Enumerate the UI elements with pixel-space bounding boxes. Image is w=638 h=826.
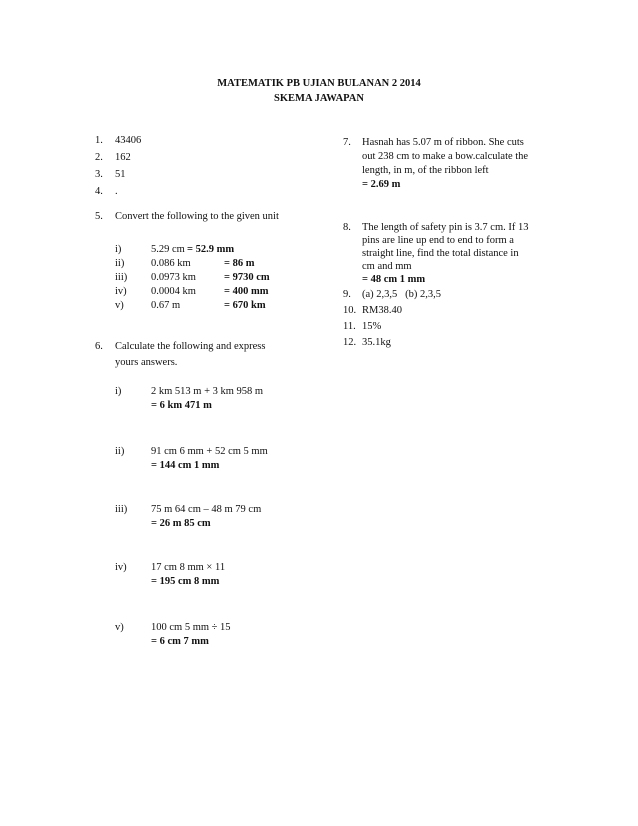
question-text: Hasnah has 5.07 m of ribbon. She cuts [362, 137, 524, 148]
answer-number: 4. [95, 186, 103, 197]
item-expression: 17 cm 8 mm × 11 [151, 562, 226, 573]
item-answer: = 9730 cm [224, 272, 270, 283]
answer-text: 51 [115, 169, 126, 180]
answer-text: RM38.40 [362, 305, 402, 316]
item-answer: = 26 m 85 cm [151, 518, 211, 529]
question-answer: = 48 cm 1 mm [362, 274, 426, 285]
item-answer: = 52.9 mm [187, 244, 235, 255]
item-expression: 2 km 513 m + 3 km 958 m [151, 386, 264, 397]
answer-number: 3. [95, 169, 103, 180]
item-answer: = 400 mm [224, 286, 269, 297]
answer-text: 35.1kg [362, 337, 391, 348]
answer-number: 1. [95, 135, 103, 146]
answer-number: 12. [343, 337, 357, 348]
question-text: straight line, find the total distance in [362, 248, 519, 259]
item-expression: 100 cm 5 mm ÷ 15 [151, 622, 231, 633]
page-subtitle: SKEMA JAWAPAN [274, 93, 364, 104]
item-answer: = 86 m [224, 258, 255, 269]
answer-number: 10. [343, 305, 357, 316]
item-answer: = 6 cm 7 mm [151, 636, 209, 647]
question-answer: = 2.69 m [362, 179, 401, 190]
answer-text: 15% [362, 321, 382, 332]
item-value: 0.086 km [151, 258, 191, 269]
answer-number: 11. [343, 321, 356, 332]
item-label: i) [115, 386, 122, 397]
item-label: iii) [115, 272, 128, 283]
item-label: i) [115, 244, 122, 255]
answer-text: 162 [115, 152, 131, 163]
item-label: ii) [115, 446, 125, 457]
item-answer: = 144 cm 1 mm [151, 460, 220, 471]
item-answer: = 670 km [224, 300, 266, 311]
question-text: cm and mm [362, 261, 412, 272]
item-expression: 91 cm 6 mm + 52 cm 5 mm [151, 446, 268, 457]
item-answer: = 6 km 471 m [151, 400, 212, 411]
question-number: 8. [343, 222, 351, 233]
answer-text: . [115, 186, 118, 197]
item-value: 0.67 m [151, 300, 181, 311]
question-prompt: yours answers. [115, 357, 178, 368]
item-label: v) [115, 622, 124, 633]
question-text: The length of safety pin is 3.7 cm. If 13 [362, 222, 529, 233]
question-number: 7. [343, 137, 351, 148]
question-prompt: Convert the following to the given unit [115, 211, 279, 222]
item-label: v) [115, 300, 124, 311]
question-text: length, in m, of the ribbon left [362, 165, 489, 176]
item-value: 5.29 cm [151, 244, 185, 255]
item-value: 0.0004 km [151, 286, 196, 297]
item-expression: 75 m 64 cm – 48 m 79 cm [151, 504, 262, 515]
question-text: out 238 cm to make a bow.calculate the [362, 151, 529, 162]
item-label: iv) [115, 286, 127, 297]
question-number: 5. [95, 211, 103, 222]
question-text: pins are line up end to end to form a [362, 235, 514, 246]
item-label: iii) [115, 504, 128, 515]
page-title: MATEMATIK PB UJIAN BULANAN 2 2014 [217, 78, 421, 89]
question-prompt: Calculate the following and express [115, 341, 266, 352]
item-answer: = 195 cm 8 mm [151, 576, 220, 587]
item-label: iv) [115, 562, 127, 573]
item-label: ii) [115, 258, 125, 269]
answer-text: 43406 [115, 135, 142, 146]
answer-number: 2. [95, 152, 103, 163]
answer-text: (a) 2,3,5 (b) 2,3,5 [362, 289, 442, 300]
item-value: 0.0973 km [151, 272, 196, 283]
question-number: 6. [95, 341, 103, 352]
answer-number: 9. [343, 289, 351, 300]
